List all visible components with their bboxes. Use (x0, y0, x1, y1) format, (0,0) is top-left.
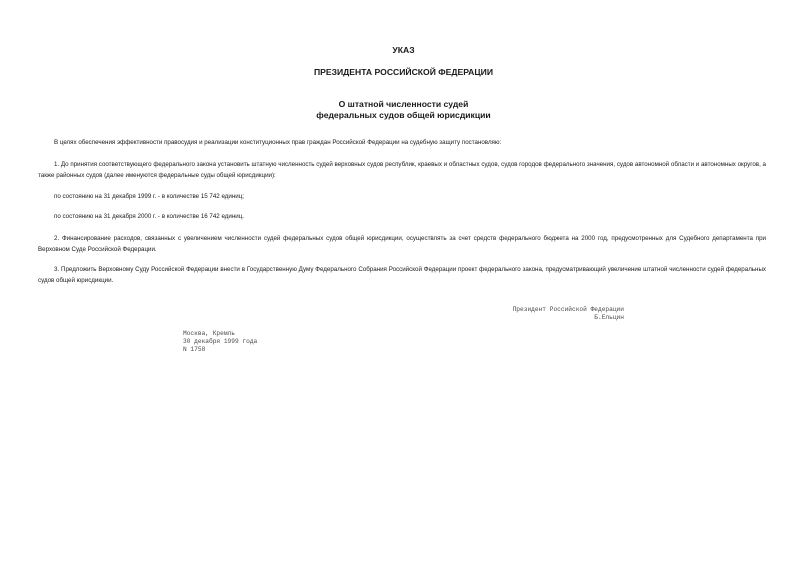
preamble-paragraph: В целях обеспечения эффективности правосудия и реализации конституционных прав граждан Российской Федерации на судебную защиту постановляю: (54, 139, 502, 146)
clause-3-paragraph: 3. Предложить Верховному Суду Российской Федерации внести в Государственную Думу Федерального Собрания Российской Федерации проект федерального закона, предусматривающий увеличение штатной численности судей федеральных судов общей юрисдикции. (38, 266, 766, 284)
document-type-heading: УКАЗ (392, 45, 415, 55)
clause-1-item-2000: по состоянию на 31 декабря 2000 г. - в количестве 16 742 единиц. (54, 213, 244, 220)
issuer-heading: ПРЕЗИДЕНТА РОССИЙСКОЙ ФЕДЕРАЦИИ (313, 67, 494, 77)
clause-2-paragraph: 2. Финансирование расходов, связанных с увеличением численности судей федеральных судов общей юрисдикции, осуществлять за счет средств федерального бюджета на 2000 год, предусмотренных для Судебного департамента при Верховном Суде Российской Федерации. (38, 235, 766, 253)
signing-date: 30 декабря 1999 года (183, 338, 258, 345)
clause-1-item-1999: по состоянию на 31 декабря 1999 г. - в количестве 15 742 единиц; (54, 193, 244, 200)
signatory-title: Президент Российской Федерации (512, 306, 624, 313)
signatory-name: Б.Ельцин (594, 314, 624, 321)
subject-heading-line-1: О штатной численности судей (338, 99, 469, 109)
clause-1-paragraph: 1. До принятия соответствующего федерального закона установить штатную численность судей верховных судов республик, краевых и областных судов, судов городов федерального значения, судов автономной области и автономных округов, а также районных судов (далее именуются федеральные суды общей юрисдикции): (38, 161, 766, 179)
subject-heading-line-2: федеральных судов общей юрисдикции (316, 110, 491, 120)
decree-number: N 1758 (183, 346, 206, 353)
signing-place: Москва, Кремль (183, 330, 235, 337)
